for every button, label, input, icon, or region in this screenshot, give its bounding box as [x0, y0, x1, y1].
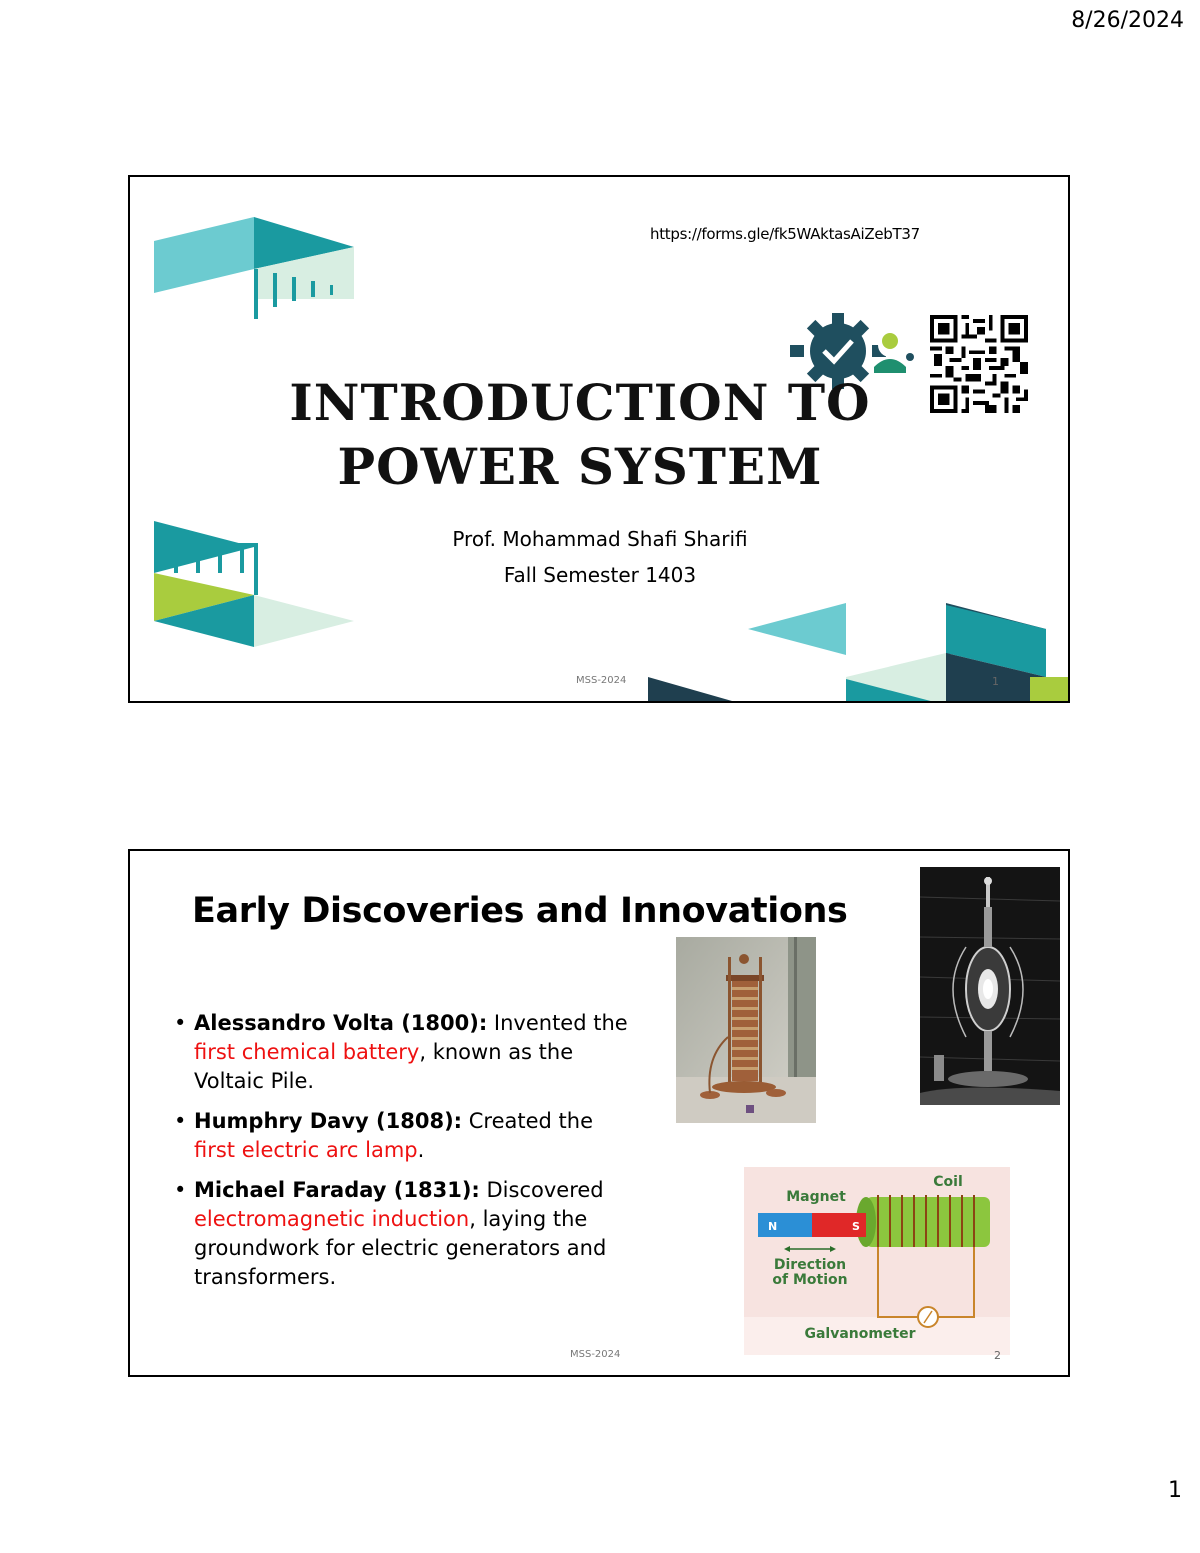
slide-1-footer: MSS-2024 — [576, 675, 627, 686]
voltaic-pile-photo — [676, 937, 816, 1123]
list-item: • Humphry Davy (1808): Created the first electric arc lamp. — [174, 1107, 634, 1165]
south-pole-label: S — [852, 1220, 860, 1233]
title-line-2: POWER SYSTEM — [337, 437, 823, 496]
slide-2 — [128, 849, 1070, 1377]
title-line-1: INTRODUCTION TO — [289, 373, 871, 432]
discoveries-list — [174, 1009, 634, 1303]
coil-label: Coil — [933, 1174, 963, 1190]
slide-2-footer: MSS-2024 — [570, 1349, 621, 1360]
slide-1-title — [230, 371, 930, 499]
slide-2-title: Early Discoveries and Innovations — [192, 891, 848, 931]
magnet-label: Magnet — [786, 1189, 846, 1205]
semester: Fall Semester 1403 — [503, 563, 697, 587]
arc-lamp-illustration — [920, 867, 1060, 1105]
north-pole-label: N — [768, 1220, 778, 1233]
form-url[interactable]: https://forms.gle/fk5WAktasAiZebT37 — [650, 225, 920, 243]
slide-2-number: 2 — [994, 1349, 1001, 1362]
direction-label-1: Direction — [773, 1257, 847, 1273]
page-date: 8/26/2024 — [1071, 8, 1184, 33]
slide-1 — [128, 175, 1070, 703]
page-number: 1 — [1168, 1478, 1182, 1503]
galvanometer-label: Galvanometer — [804, 1326, 916, 1342]
list-item: • Michael Faraday (1831): Discovered electromagnetic induction, laying the groundwork for electric generators and transformers. — [174, 1176, 634, 1292]
direction-label-2: of Motion — [772, 1272, 848, 1288]
list-item: • Alessandro Volta (1800): Invented the first chemical battery, known as the Voltaic Pile. — [174, 1009, 634, 1096]
slide-1-number: 1 — [992, 675, 999, 688]
qr-code — [928, 315, 1030, 413]
author: Prof. Mohammad Shafi Sharifi — [452, 527, 748, 551]
induction-diagram — [744, 1167, 1010, 1355]
